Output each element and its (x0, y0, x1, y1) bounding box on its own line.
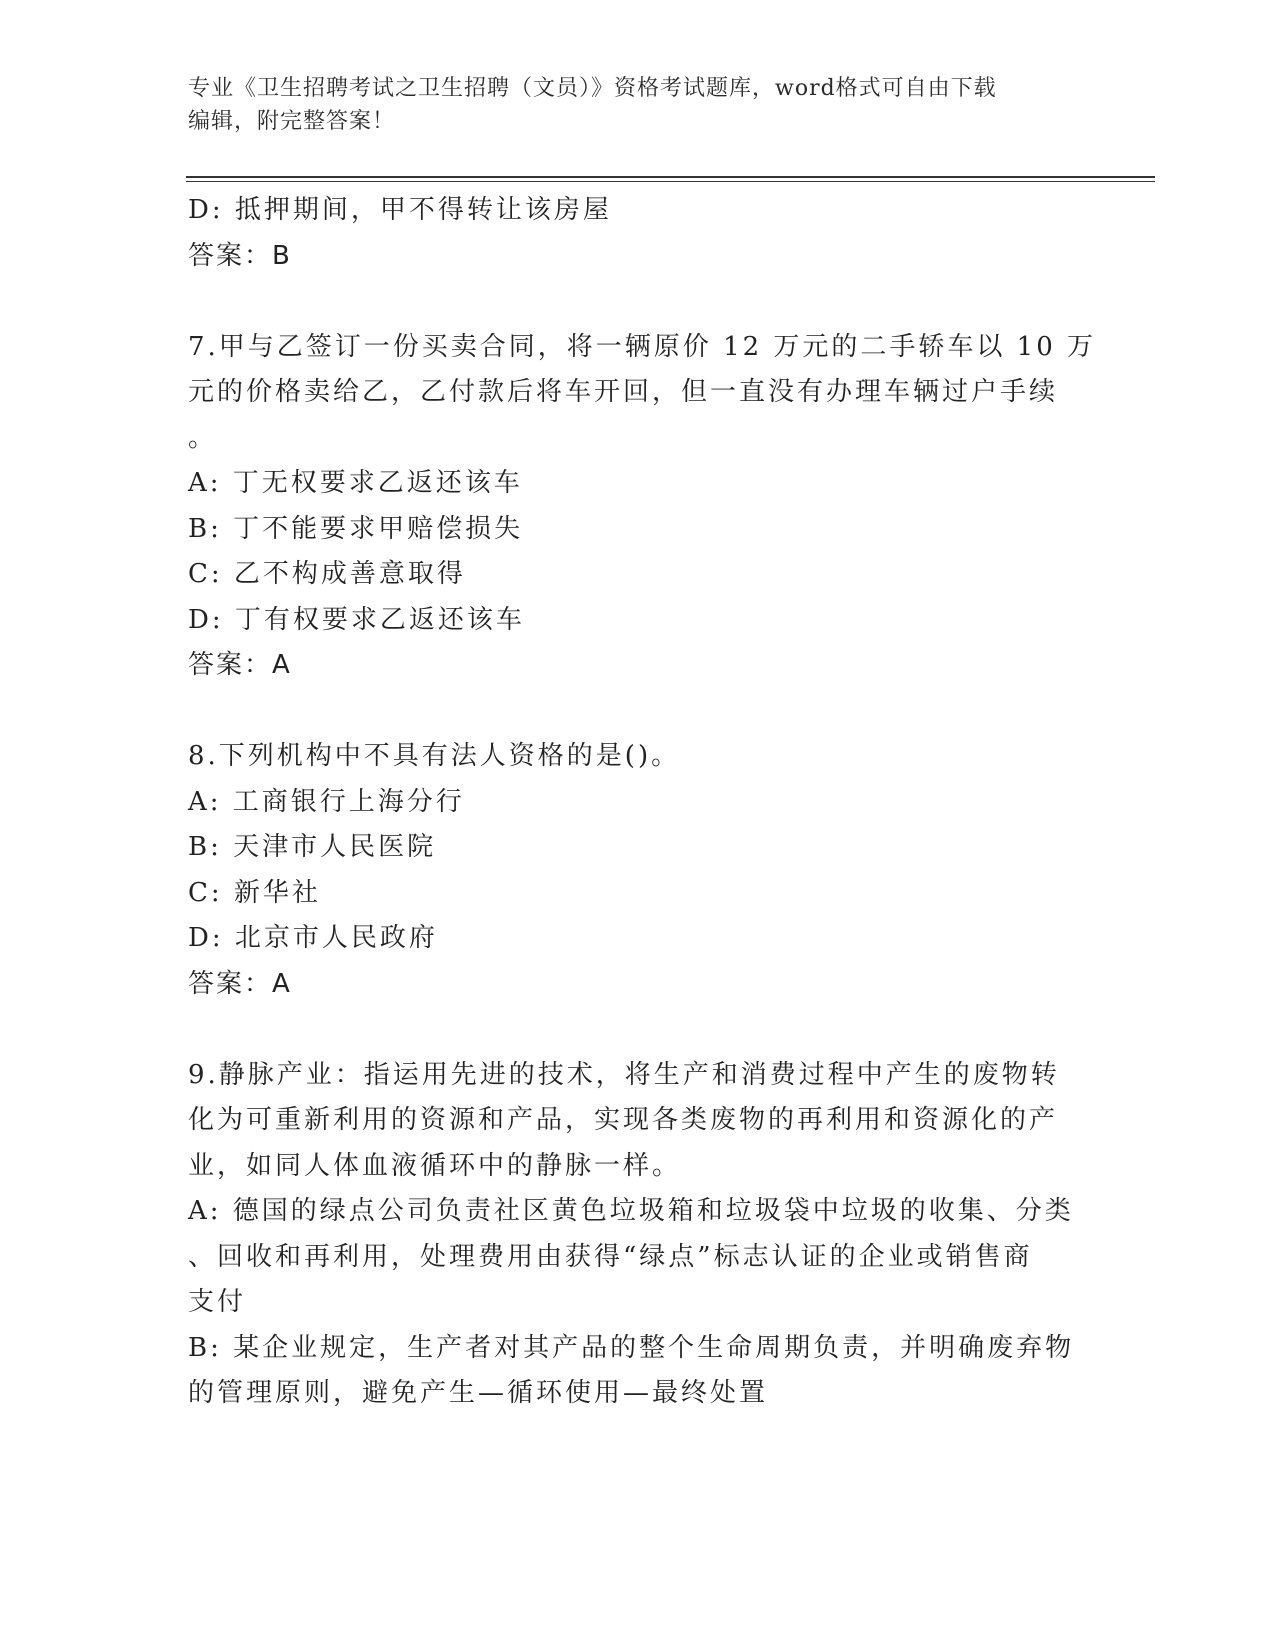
q9-option-b-line-2: 的管理原则，避免产生—循环使用—最终处置 (188, 1378, 769, 1408)
q7-option-d: D: 丁有权要求乙返还该车 (188, 604, 525, 635)
prev-option-d: D: 抵押期间，甲不得转让该房屋 (188, 195, 612, 225)
q9-option-b-line-1: B: 某企业规定，生产者对其产品的整个生命周期负责，并明确废弃物 (188, 1332, 1075, 1363)
q8-answer: 答案：A (188, 968, 292, 999)
question-8 (188, 734, 1088, 1007)
header-line-2: 编辑，附完整答案！ (188, 109, 396, 134)
q7-option-a: A: 丁无权要求乙返还该车 (188, 468, 523, 498)
q9-stem-line-3: 业，如同人体血液循环中的静脉一样。 (188, 1150, 682, 1181)
q7-option-c: C: 乙不构成善意取得 (188, 559, 466, 589)
q9-option-a-line-3: 支付 (188, 1287, 247, 1317)
q7-stem-line-2: 元的价格卖给乙，乙付款后将车开回，但一直没有办理车辆过户手续 (188, 377, 1059, 407)
q8-stem-line-1: 8.下列机构中不具有法人资格的是()。 (188, 741, 681, 771)
spacer (188, 689, 1088, 735)
q8-option-b: B: 天津市人民医院 (188, 832, 437, 862)
q9-option-a-line-2: 、回收和再利用，处理费用由获得“绿点”标志认证的企业或销售商 (188, 1241, 1033, 1272)
q7-option-b: B: 丁不能要求甲赔偿损失 (188, 513, 524, 544)
question-content (188, 188, 1097, 1417)
q7-stem-line-1: 7.甲与乙签订一份买卖合同，将一辆原价 12 万元的二手轿车以 10 万 (188, 331, 1097, 362)
spacer (188, 1007, 1088, 1053)
question-9 (188, 1053, 1088, 1417)
q9-stem-line-2: 化为可重新利用的资源和产品，实现各类废物的再利用和资源化的产 (188, 1105, 1059, 1135)
prev-answer: 答案：B (188, 240, 292, 271)
spacer (188, 279, 1088, 325)
q8-option-c: C: 新华社 (188, 877, 321, 908)
q9-option-a-line-1: A: 德国的绿点公司负责社区黄色垃圾箱和垃圾袋中垃圾的收集、分类 (188, 1196, 1074, 1226)
document-header (188, 72, 1088, 138)
q8-option-a: A: 工商银行上海分行 (188, 786, 465, 817)
q8-option-d: D: 北京市人民政府 (188, 923, 438, 953)
q7-stem-line-3: 。 (188, 422, 218, 453)
header-divider-thick (186, 176, 1155, 178)
header-line-1: 专业《卫生招聘考试之卫生招聘（文员）》资格考试题库，word格式可自由下载 (188, 76, 997, 101)
q7-answer: 答案：A (188, 650, 292, 680)
header-divider-thin (186, 181, 1155, 182)
q9-stem-line-1: 9.静脉产业：指运用先进的技术，将生产和消费过程中产生的废物转 (188, 1059, 1060, 1090)
question-7 (188, 325, 1097, 689)
